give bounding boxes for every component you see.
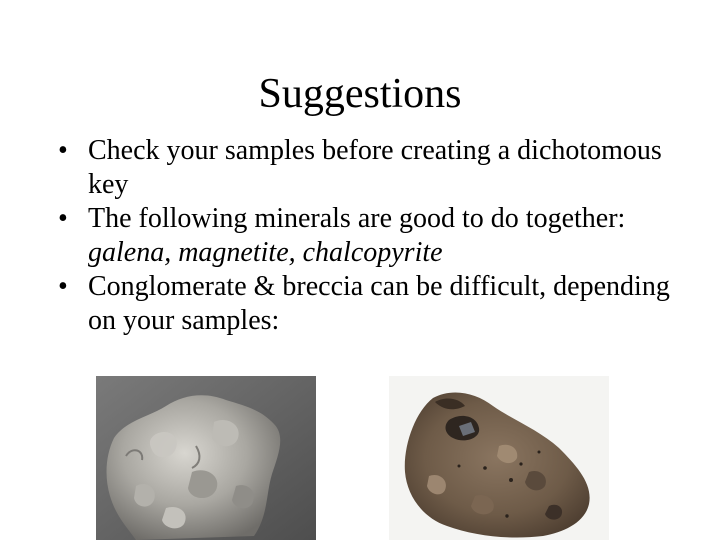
bullet-text: Conglomerate & breccia can be difficult, depending on your samples: (88, 271, 670, 336)
breccia-rock-photo (389, 376, 609, 540)
bullet-item (56, 270, 676, 338)
conglomerate-rock-icon (96, 376, 316, 540)
slide-title: Suggestions (258, 71, 462, 117)
bullet-dot-icon: • (58, 203, 68, 234)
conglomerate-rock-photo (96, 376, 316, 540)
bullet-text: The following minerals are good to do together: (88, 203, 626, 234)
bullet-mineral-list: galena, magnetite, chalcopyrite (88, 237, 443, 268)
breccia-rock-icon (389, 376, 609, 540)
bullet-dot-icon: • (58, 271, 68, 302)
bullet-item (56, 134, 676, 202)
bullet-text: Check your samples before creating a dichotomous key (88, 135, 662, 200)
bullet-dot-icon: • (58, 135, 68, 166)
bullet-item (56, 202, 676, 270)
bullet-list (56, 134, 676, 338)
